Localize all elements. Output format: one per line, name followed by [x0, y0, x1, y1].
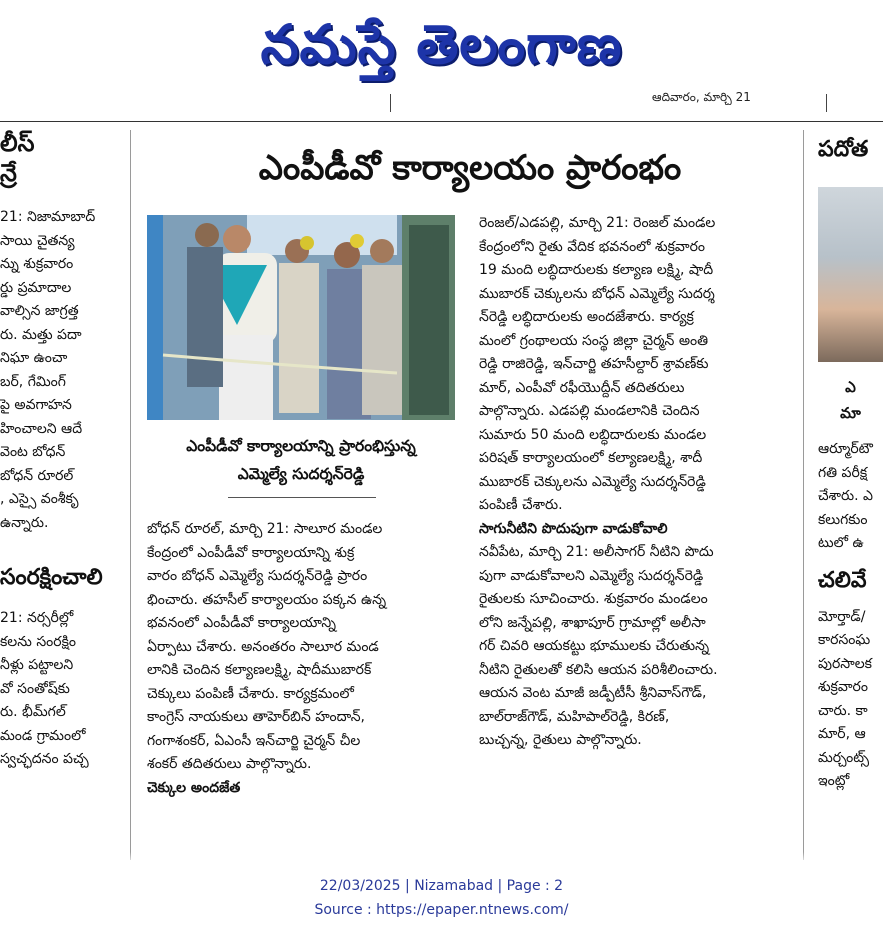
text-line: బాల్‌రాజ్‌గౌడ్, మహిపాల్‌రెడ్డి, కిరణ్, — [479, 708, 670, 725]
text-line: కాంగ్రెస్ నాయకులు తాహెర్‌బిన్ హందాన్, — [147, 709, 365, 725]
column-divider — [130, 130, 131, 860]
caption-underline — [228, 497, 376, 498]
text-line: మర్చంట్స్ — [818, 749, 870, 766]
text-line: పై అవగాహన — [0, 397, 72, 413]
text-line: సుమారు 50 మంది లబ్ధిదారులకు మండల — [479, 426, 707, 443]
article-photo — [147, 215, 455, 420]
text-line: భించారు. తహసీల్ కార్యాలయం పక్కన ఉన్న — [147, 591, 387, 608]
dateline-strip — [0, 88, 883, 122]
text-line: చేశారు. ఎ — [818, 488, 873, 504]
footer-date-line: 22/03/2025 | Nizamabad | Page : 2 — [319, 878, 564, 894]
text-line: మార్, ఆ — [818, 726, 866, 742]
article-subhead: సాగునీటిని పొదుపుగా వాడుకోవాలి — [479, 520, 668, 537]
article-paragraph — [479, 541, 787, 753]
text-line: ముబారక్ చెక్కులను బోధన్ ఎమ్మెల్యే సుదర్శ — [479, 285, 715, 302]
text-line: స్వచ్ఛదనం పచ్చ — [0, 751, 89, 767]
article-paragraph — [147, 518, 455, 777]
text-line: పుగా వాడుకోవాలని ఎమ్మెల్యే సుదర్శన్‌రెడ్డి — [479, 567, 704, 584]
text-line: మంలో గ్రంథాలయ సంస్థ జిల్లా చైర్మన్ అంతి — [479, 332, 709, 349]
text-line: , ఎస్సై వంశీకృ — [0, 491, 79, 507]
footer-source-line: Source : https://epaper.ntnews.com/ — [314, 902, 569, 918]
text-line: మండ గ్రామంలో — [0, 727, 86, 744]
article-subhead: చెక్కుల అందజేత — [147, 779, 241, 796]
text-line: లానికి చెందిన కల్యాణలక్ష్మి, షాదీముబారక్ — [147, 662, 372, 678]
text-line: ర్డు ప్రమాదాల — [0, 279, 72, 296]
text-line: నవీపేట, మార్చి 21: అలీసాగర్ నీటిని పొదు — [479, 544, 714, 560]
left-headline — [0, 128, 126, 188]
caption-line: ఎమ్మెల్యే సుదర్శన్‌రెడ్డి — [237, 465, 365, 483]
text-line: రు. మత్తు పదా — [0, 326, 82, 343]
text-line: వారం బోధన్ ఎమ్మెల్యే సుదర్శన్‌రెడ్డి ప్రారం — [147, 568, 368, 584]
text-line: పురసాలక — [818, 655, 872, 672]
text-line: శుక్రవారం — [818, 679, 868, 695]
text-line: గంగాశంకర్, ఏఎంసీ ఇన్‌చార్జి చైర్మన్ చీల — [147, 732, 361, 749]
dateline-divider — [826, 94, 827, 112]
right-photo — [818, 187, 883, 362]
text-line: ఇంట్లో — [818, 773, 850, 789]
text-line: బర్, గేమింగ్ — [0, 373, 66, 390]
masthead-title: నమస్తే తెలంగాణ — [260, 12, 623, 76]
text-line: వెంట బోధన్ — [0, 444, 66, 460]
text-line: గతి పరీక్ష — [818, 464, 868, 481]
text-line: చెక్కులు పంపిణీ చేశారు. కార్యక్రమంలో — [147, 685, 354, 702]
photo-illustration — [147, 215, 455, 420]
text-line: కారసంఘ — [818, 632, 871, 648]
right-caption — [818, 374, 883, 426]
text-line: పంపిణీ చేశారు. — [479, 497, 563, 513]
column-divider — [803, 130, 804, 860]
text-line: రు. భీమ్‌గల్ — [0, 704, 66, 720]
text-line: చారు. కా — [818, 702, 868, 719]
right-headline: పదోత — [818, 137, 869, 162]
text-line: రైతులకు సూచించారు. శుక్రవారం మండలం — [479, 591, 708, 607]
text-line: ఆర్మూర్‌టౌ — [818, 441, 873, 457]
text-line: టులో ఉ — [818, 535, 864, 551]
text-line: రెడ్డి రాజిరెడ్డి, ఇన్‌చార్జి తహసీల్దార్ శ్రావణ్‌కు — [479, 356, 709, 372]
left-paragraph-2 — [0, 607, 126, 772]
text-line: కలను సంరక్షిం — [0, 633, 76, 650]
text-line: శంకర్ తదితరులు పాల్గొన్నారు. — [147, 756, 312, 772]
left-paragraph — [0, 206, 126, 535]
right-column — [818, 135, 883, 863]
text-line: ఆయన వెంట మాజీ జడ్పీటీసీ శ్రీనివాస్‌గౌడ్, — [479, 685, 707, 701]
right-paragraph — [818, 438, 883, 556]
text-line: హించాలని ఆదే — [0, 420, 83, 437]
text-line: 19 మంది లబ్ధిదారులకు కల్యాణ లక్ష్మి, షాదీ — [479, 262, 714, 278]
text-line: న్‌రెడ్డి లబ్ధిదారులకు అందజేశారు. కార్యక్ర — [479, 309, 694, 325]
text-line: భవనంలో ఎంపీడీవో కార్యాలయాన్ని — [147, 615, 337, 631]
left-column — [0, 128, 126, 863]
dateline-rule — [0, 121, 883, 122]
text-line: మోర్తాడ్/ — [818, 608, 866, 625]
text-line: వో సంతోష్‌కు — [0, 680, 70, 697]
text-line: బుచ్చన్న, రైతులు పాల్గొన్నారు. — [479, 732, 642, 748]
dateline-text: ఆదివారం, మార్చి 21 — [652, 90, 751, 104]
text-line: పాల్గొన్నారు. ఎడపల్లి మండలానికి చెందిన — [479, 403, 700, 419]
text-line: ముబారక్ చెక్కులను ఎమ్మెల్యే సుదర్శన్‌రెడ్డి — [479, 473, 706, 490]
right-subhead: చలివే — [818, 567, 867, 593]
text-line: బోధన్ రూరల్ — [0, 467, 74, 484]
text-line: బోధన్ రూరల్, మార్చి 21: సాలూర మండల — [147, 521, 383, 537]
left-subhead: సంరక్షించాలి — [0, 565, 103, 590]
photo-caption — [147, 432, 455, 502]
article-column-1 — [147, 518, 455, 800]
dateline-divider — [390, 94, 391, 112]
text-line: గర్ చివరి ఆయకట్టు భూములకు చేరుతున్న — [479, 638, 710, 654]
text-line: పరిషత్ కార్యాలయంలో కల్యాణలక్ష్మి, శాదీ — [479, 450, 703, 466]
text-line: రెంజల్/ఎడపల్లి, మార్చి 21: రెంజల్ మండల — [479, 215, 716, 231]
clip-fade — [0, 852, 883, 866]
text-line: న్రే — [0, 159, 17, 187]
caption-line: ఎంపీడీవో కార్యాలయాన్ని ప్రారంభిస్తున్న — [186, 437, 416, 455]
text-line: నీళ్లు పట్టాలని — [0, 657, 74, 673]
text-line: మార్, ఎంపీవో రఫీయొద్దీన్ తదితరులు — [479, 379, 685, 396]
text-line: నీటిని రైతులతో కలిసి ఆయన పరిశీలించారు. — [479, 661, 718, 678]
text-line: ఎ — [845, 378, 856, 396]
text-line: న్ను శుక్రవారం — [0, 256, 74, 272]
text-line: ఉన్నారు. — [0, 514, 49, 531]
text-line: వాల్సిన జాగ్రత్త — [0, 303, 79, 319]
text-line: కేంద్రంలో ఎంపీడీవో కార్యాలయాన్ని శుక్ర — [147, 544, 355, 561]
text-line: ఏర్పాటు చేశారు. అనంతరం సాలూర మండ — [147, 638, 379, 655]
article-headline: ఎంపీడీవో కార్యాలయం ప్రారంభం — [258, 148, 682, 188]
text-line: కేంద్రంలోని రైతు వేదిక భవనంలో శుక్రవారం — [479, 238, 705, 255]
article-column-2 — [479, 212, 787, 753]
text-line: మా — [840, 404, 861, 422]
text-line: సాయి చైతన్య — [0, 232, 75, 249]
text-line: నిఘా ఉంచా — [0, 350, 68, 366]
text-line: కలుగకుం — [818, 511, 868, 528]
right-paragraph-2 — [818, 606, 883, 794]
text-line: 21: నర్సరీల్లో — [0, 610, 74, 626]
text-line: లోని జన్నేపల్లి, శాఖాపూర్ గ్రామాల్లో అలీసా — [479, 614, 706, 631]
article-paragraph — [479, 212, 787, 518]
text-line: 21: నిజామాబాద్ — [0, 209, 96, 225]
text-line: లీస్ — [0, 129, 35, 157]
